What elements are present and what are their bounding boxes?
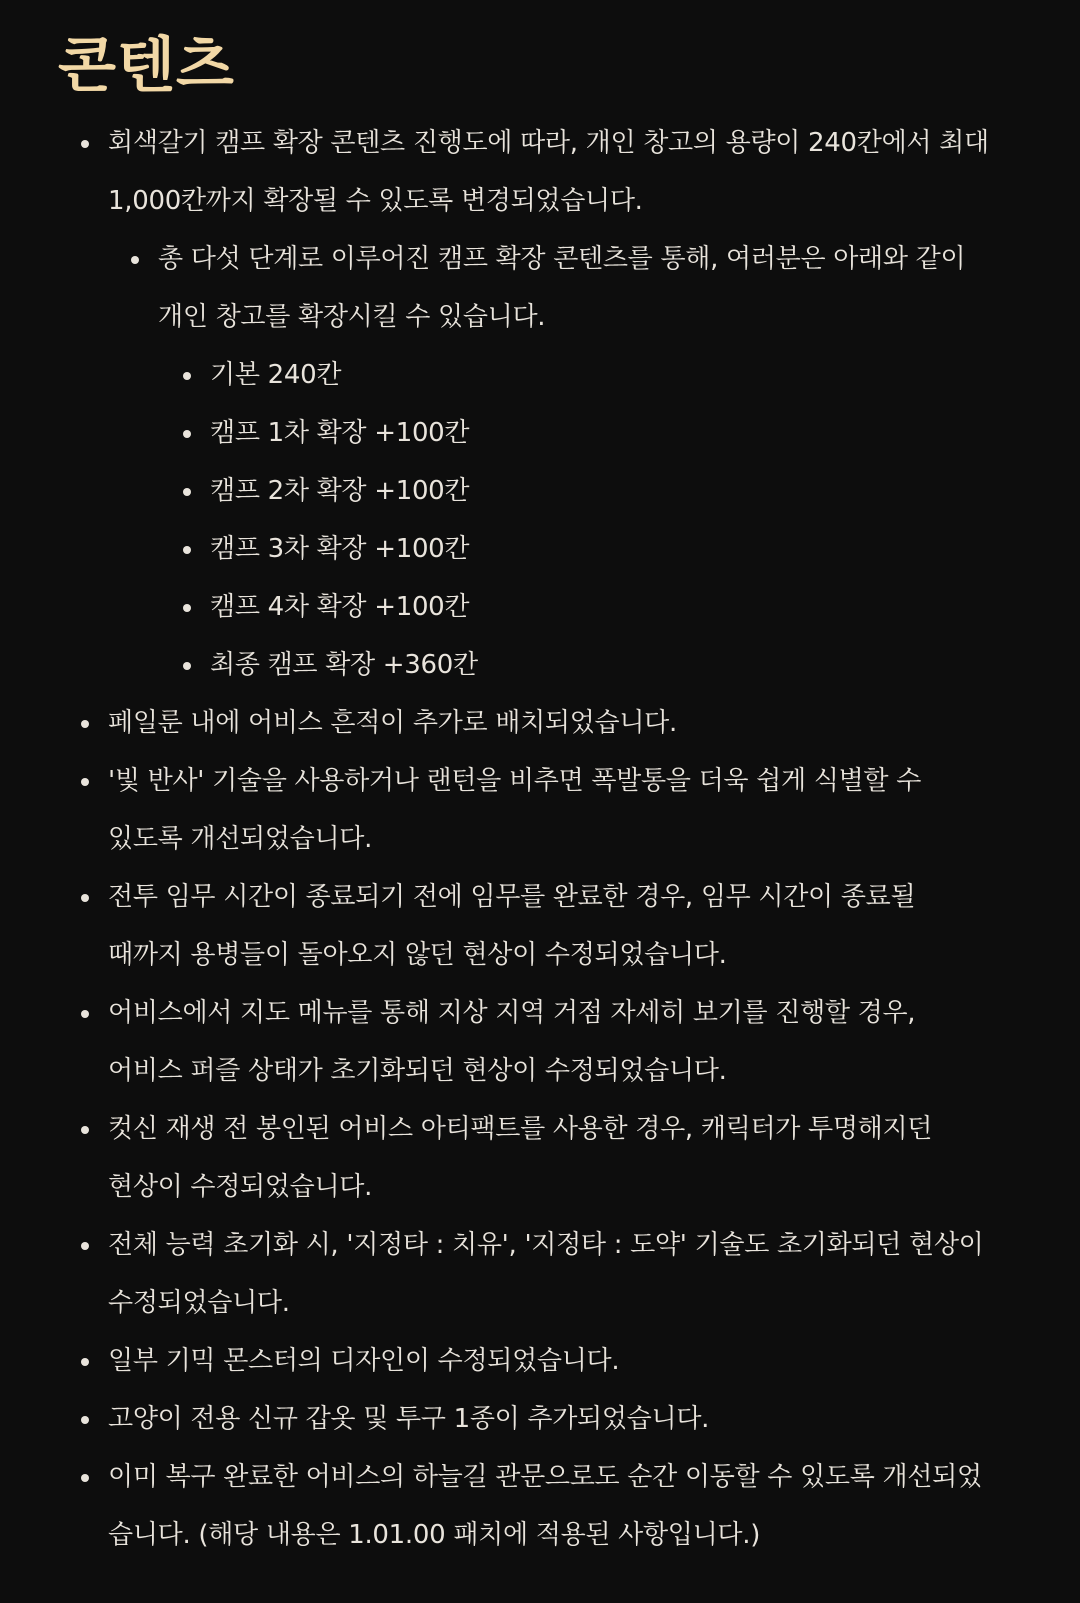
list-item-text: 페일룬 내에 어비스 흔적이 추가로 배치되었습니다. xyxy=(108,708,677,738)
list-item xyxy=(108,1390,1006,1448)
expansion-step xyxy=(210,404,994,462)
expansion-step-text: 기본 240칸 xyxy=(210,360,342,390)
list-item xyxy=(108,868,943,984)
list-item xyxy=(108,1332,1006,1390)
expansion-step xyxy=(210,520,994,578)
expansion-step-text: 캠프 1차 확장 +100칸 xyxy=(210,418,470,448)
list-item xyxy=(108,984,948,1100)
list-item xyxy=(108,752,948,868)
expansion-step-text: 최종 캠프 확장 +360칸 xyxy=(210,650,478,680)
content-change-list xyxy=(58,114,1040,1564)
list-item xyxy=(108,114,1006,694)
list-item-text: 컷신 재생 전 봉인된 어비스 아티팩트를 사용한 경우, 캐릭터가 투명해지던 현상이 수정되었습니다. xyxy=(108,1114,933,1202)
list-item-text: 어비스에서 지도 메뉴를 통해 지상 지역 거점 자세히 보기를 진행할 경우, 어비스 퍼즐 상태가 초기화되던 현상이 수정되었습니다. xyxy=(108,998,916,1086)
expansion-step-text: 캠프 2차 확장 +100칸 xyxy=(210,476,470,506)
sub-list xyxy=(108,230,1006,694)
list-item-text: 고양이 전용 신규 갑옷 및 투구 1종이 추가되었습니다. xyxy=(108,1404,710,1434)
expansion-step-text: 캠프 4차 확장 +100칸 xyxy=(210,592,470,622)
list-item-text: 전체 능력 초기화 시, '지정타 : 치유', '지정타 : 도약' 기술도 초기화되던 현상이 수정되었습니다. xyxy=(108,1230,984,1318)
list-item xyxy=(108,1448,1006,1564)
list-item-text: 전투 임무 시간이 종료되기 전에 임무를 완료한 경우, 임무 시간이 종료될 때까지 용병들이 돌아오지 않던 현상이 수정되었습니다. xyxy=(108,882,916,970)
expansion-step xyxy=(210,346,994,404)
list-item-text: 일부 기믹 몬스터의 디자인이 수정되었습니다. xyxy=(108,1346,620,1376)
expansion-step xyxy=(210,462,994,520)
list-item-text: 이미 복구 완료한 어비스의 하늘길 관문으로도 순간 이동할 수 있도록 개선되었습니다. (해당 내용은 1.01.00 패치에 적용된 사항입니다.) xyxy=(108,1462,982,1550)
list-item xyxy=(108,1216,1006,1332)
sub-list-item xyxy=(158,230,994,694)
list-item xyxy=(108,694,1006,752)
list-item xyxy=(108,1100,958,1216)
section-title: 콘텐츠 xyxy=(58,31,235,101)
expansion-steps-list xyxy=(158,346,994,694)
list-item-text: '빛 반사' 기술을 사용하거나 랜턴을 비추면 폭발통을 더욱 쉽게 식별할 수 있도록 개선되었습니다. xyxy=(108,766,922,854)
expansion-step-text: 캠프 3차 확장 +100칸 xyxy=(210,534,470,564)
expansion-step xyxy=(210,578,994,636)
sub-list-item-text: 총 다섯 단계로 이루어진 캠프 확장 콘텐츠를 통해, 여러분은 아래와 같이 개인 창고를 확장시킬 수 있습니다. xyxy=(158,244,966,332)
expansion-step xyxy=(210,636,994,694)
list-item-text: 회색갈기 캠프 확장 콘텐츠 진행도에 따라, 개인 창고의 용량이 240칸에서 최대 1,000칸까지 확장될 수 있도록 변경되었습니다. xyxy=(108,128,989,216)
